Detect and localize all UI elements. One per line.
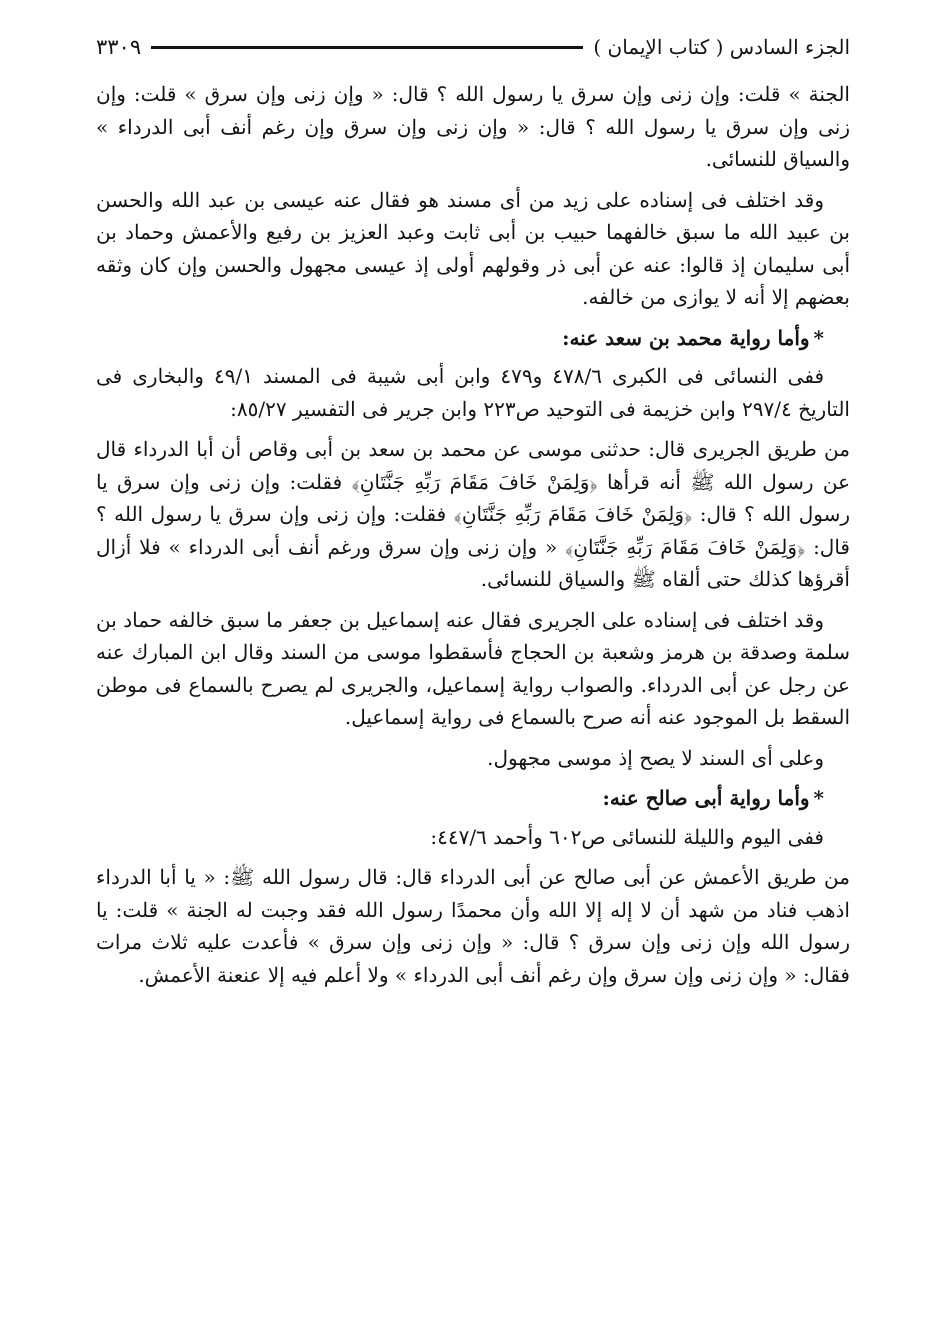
section-heading-text: وأما رواية محمد بن سعد عنه: <box>562 325 810 350</box>
paragraph: الجنة » قلت: وإن زنى وإن سرق يا رسول الله ؟ قال: « وإن زنى وإن سرق » قلت: وإن زنى وإن سرق يا رسول الله ؟ قال: « وإن زنى وإن سرق وإن رغم أنف أبى الدرداء » والسياق للنسائى. <box>96 82 850 171</box>
paragraph: من طريق الجريرى قال: حدثنى موسى عن محمد بن سعد بن أبى وقاص أن أبا الدرداء قال عن رسول الله ﷺ أنه قرأها ﴿وَلِمَنْ خَافَ مَقَامَ رَبِّهِ جَنَّتَانِ﴾ فقلت: وإن زنى وإن سرق يا رسول الله ؟ قال: ﴿وَلِمَنْ خَافَ مَقَامَ رَبِّهِ جَنَّتَانِ﴾ فقلت: وإن زنى وإن سرق يا رسول الله ؟ قال: ﴿وَلِمَنْ خَافَ مَقَامَ رَبِّهِ جَنَّتَانِ﴾ « وإن زنى وإن سرق ورغم أنف أبى الدرداء » فلا أزال أقرؤها كذلك حتى ألقاه ﷺ والسياق للنسائى. <box>96 437 850 591</box>
paragraph: وقد اختلف فى إسناده على زيد من أى مسند هو فقال عنه عيسى بن عبد الله والحسن بن عبيد الله ما سبق خالفهما حبيب بن أبى ثابت وعبد العزيز بن رفيع والأعمش وحماد بن أبى سليمان إذ قالوا: عنه عن أبى ذر وقولهم أولى إذ عيسى مجهول والحسن وإن كان وثقه بعضهم إلا أنه لا يوازى من خالفه. <box>96 187 850 309</box>
paragraph: من طريق الأعمش عن أبى صالح عن أبى الدرداء قال: قال رسول الله ﷺ: « يا أبا الدرداء اذهب فناد من شهد أن لا إله إلا الله وأن محمدًا رسول الله فقد وجبت له الجنة » قلت: يا رسول الله وإن زنى وإن سرق ؟ قال: « وإن زنى وإن سرق » فأعدت عليه ثلاث مرات فقال: « وإن زنى وإن سرق وإن رغم أنف أبى الدرداء » ولا أعلم فيه إلا عنعنة الأعمش. <box>96 865 850 987</box>
page-header <box>96 30 850 64</box>
page-number: ٣٣٠٩ <box>96 35 142 59</box>
section-heading <box>96 782 850 815</box>
star-marker: * <box>813 325 824 350</box>
paragraph: وقد اختلف فى إسناده على الجريرى فقال عنه إسماعيل بن جعفر ما سبق خالفه حماد بن سلمة وصدقة بن هرمز وشعبة بن الحجاج فأسقطوا موسى من السند وقال ابن المبارك عنه عن رجل عن أبى الدرداء. والصواب رواية إسماعيل، والجريرى لم يصرح بالسماع فى موطن السقط بل الموجود عنه أنه صرح بالسماع فى رواية إسماعيل. <box>96 607 850 729</box>
star-marker: * <box>813 786 824 810</box>
paragraph: وعلى أى السند لا يصح إذ موسى مجهول. <box>487 745 824 770</box>
running-title: الجزء السادس ( كتاب الإيمان ) <box>593 35 850 59</box>
section-heading-text: وأما رواية أبى صالح عنه: <box>602 786 810 810</box>
section-heading <box>96 322 850 355</box>
page-body <box>96 78 850 991</box>
paragraph: ففى اليوم والليلة للنسائى ص٦٠٢ وأحمد ٤٤٧/٦: <box>430 824 824 849</box>
header-rule <box>151 46 583 49</box>
book-page <box>96 30 850 999</box>
paragraph: ففى النسائى فى الكبرى ٤٧٨/٦ و٤٧٩ وابن أبى شيبة فى المسند ٤٩/١ والبخارى فى التاريخ ٢٩٧/٤ وابن خزيمة فى التوحيد ص٢٢٣ وابن جرير فى التفسير ٨٥/٢٧: <box>96 364 850 421</box>
